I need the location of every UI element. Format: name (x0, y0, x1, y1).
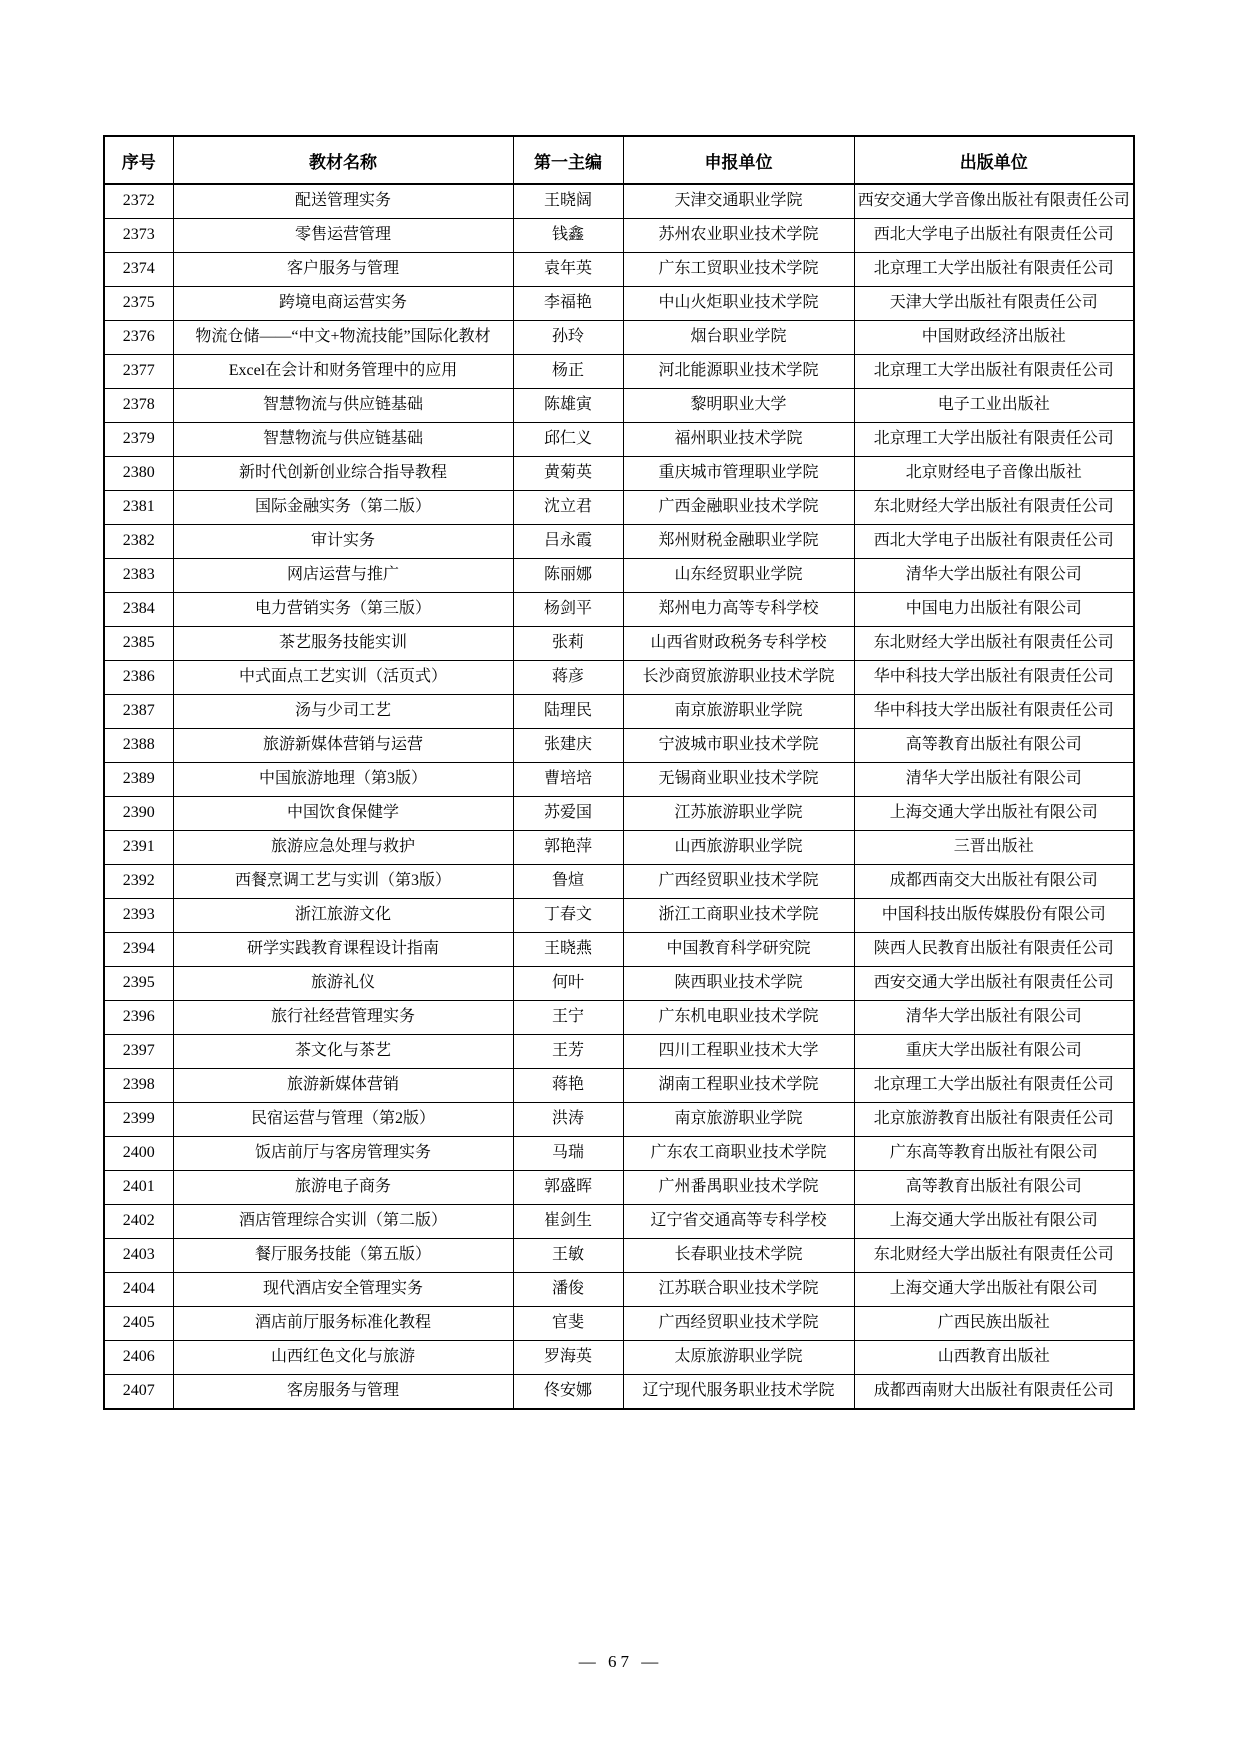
cell-title: 网店运营与推广 (173, 559, 513, 593)
table-row (104, 1103, 1134, 1137)
header-row (104, 136, 1134, 184)
cell-chief-editor: 曹培培 (513, 763, 623, 797)
cell-applicant: 陕西职业技术学院 (623, 967, 854, 1001)
cell-applicant: 河北能源职业技术学院 (623, 355, 854, 389)
table-row (104, 763, 1134, 797)
cell-title: 酒店前厅服务标准化教程 (173, 1307, 513, 1341)
cell-index: 2374 (104, 253, 173, 287)
cell-chief-editor: 官斐 (513, 1307, 623, 1341)
table-row (104, 729, 1134, 763)
cell-chief-editor: 罗海英 (513, 1341, 623, 1375)
cell-title: 物流仓储——“中文+物流技能”国际化教材 (173, 321, 513, 355)
table-body (104, 184, 1134, 1409)
cell-chief-editor: 潘俊 (513, 1273, 623, 1307)
table-row (104, 1273, 1134, 1307)
cell-applicant: 郑州财税金融职业学院 (623, 525, 854, 559)
cell-index: 2376 (104, 321, 173, 355)
cell-index: 2400 (104, 1137, 173, 1171)
cell-chief-editor: 张莉 (513, 627, 623, 661)
cell-chief-editor: 丁春文 (513, 899, 623, 933)
cell-index: 2382 (104, 525, 173, 559)
cell-title: 中国饮食保健学 (173, 797, 513, 831)
cell-index: 2392 (104, 865, 173, 899)
table-row (104, 389, 1134, 423)
cell-applicant: 广东机电职业技术学院 (623, 1001, 854, 1035)
cell-index: 2401 (104, 1171, 173, 1205)
table-row (104, 865, 1134, 899)
cell-title: 客房服务与管理 (173, 1375, 513, 1410)
cell-publisher: 西北大学电子出版社有限责任公司 (854, 219, 1134, 253)
cell-applicant: 山东经贸职业学院 (623, 559, 854, 593)
table-row (104, 321, 1134, 355)
cell-index: 2372 (104, 184, 173, 219)
cell-index: 2405 (104, 1307, 173, 1341)
cell-title: 客户服务与管理 (173, 253, 513, 287)
cell-chief-editor: 吕永霞 (513, 525, 623, 559)
cell-publisher: 电子工业出版社 (854, 389, 1134, 423)
cell-title: 旅行社经营管理实务 (173, 1001, 513, 1035)
cell-publisher: 山西教育出版社 (854, 1341, 1134, 1375)
cell-publisher: 西安交通大学出版社有限责任公司 (854, 967, 1134, 1001)
cell-title: 审计实务 (173, 525, 513, 559)
cell-index: 2385 (104, 627, 173, 661)
cell-chief-editor: 王晓阔 (513, 184, 623, 219)
table-row (104, 1171, 1134, 1205)
cell-applicant: 广西经贸职业技术学院 (623, 865, 854, 899)
cell-index: 2398 (104, 1069, 173, 1103)
table-row (104, 253, 1134, 287)
cell-publisher: 北京理工大学出版社有限责任公司 (854, 423, 1134, 457)
cell-publisher: 东北财经大学出版社有限责任公司 (854, 627, 1134, 661)
cell-applicant: 福州职业技术学院 (623, 423, 854, 457)
cell-index: 2388 (104, 729, 173, 763)
cell-applicant: 太原旅游职业学院 (623, 1341, 854, 1375)
cell-title: 中国旅游地理（第3版） (173, 763, 513, 797)
cell-title: 旅游新媒体营销 (173, 1069, 513, 1103)
cell-index: 2389 (104, 763, 173, 797)
cell-index: 2373 (104, 219, 173, 253)
cell-chief-editor: 蒋彦 (513, 661, 623, 695)
cell-publisher: 北京理工大学出版社有限责任公司 (854, 355, 1134, 389)
cell-title: 饭店前厅与客房管理实务 (173, 1137, 513, 1171)
cell-applicant: 中国教育科学研究院 (623, 933, 854, 967)
cell-title: 旅游应急处理与救护 (173, 831, 513, 865)
cell-chief-editor: 何叶 (513, 967, 623, 1001)
cell-chief-editor: 郭盛晖 (513, 1171, 623, 1205)
cell-publisher: 三晋出版社 (854, 831, 1134, 865)
table-row (104, 627, 1134, 661)
table-row (104, 1069, 1134, 1103)
cell-applicant: 广东工贸职业技术学院 (623, 253, 854, 287)
table-row (104, 661, 1134, 695)
cell-publisher: 清华大学出版社有限公司 (854, 559, 1134, 593)
textbook-approval-table (103, 135, 1135, 1410)
table-row (104, 525, 1134, 559)
cell-publisher: 中国科技出版传媒股份有限公司 (854, 899, 1134, 933)
cell-title: 旅游新媒体营销与运营 (173, 729, 513, 763)
cell-chief-editor: 郭艳萍 (513, 831, 623, 865)
cell-title: 餐厅服务技能（第五版） (173, 1239, 513, 1273)
table-row (104, 797, 1134, 831)
cell-chief-editor: 马瑞 (513, 1137, 623, 1171)
cell-chief-editor: 洪涛 (513, 1103, 623, 1137)
page-number: — 67 — (578, 1652, 663, 1671)
table-row (104, 184, 1134, 219)
cell-chief-editor: 苏爱国 (513, 797, 623, 831)
cell-publisher: 上海交通大学出版社有限公司 (854, 797, 1134, 831)
cell-publisher: 陕西人民教育出版社有限责任公司 (854, 933, 1134, 967)
cell-index: 2391 (104, 831, 173, 865)
cell-chief-editor: 黄菊英 (513, 457, 623, 491)
cell-index: 2402 (104, 1205, 173, 1239)
table-row (104, 219, 1134, 253)
cell-index: 2394 (104, 933, 173, 967)
cell-title: 旅游礼仪 (173, 967, 513, 1001)
cell-index: 2407 (104, 1375, 173, 1410)
cell-publisher: 高等教育出版社有限公司 (854, 1171, 1134, 1205)
table-row (104, 355, 1134, 389)
cell-applicant: 湖南工程职业技术学院 (623, 1069, 854, 1103)
cell-title: 民宿运营与管理（第2版） (173, 1103, 513, 1137)
cell-chief-editor: 佟安娜 (513, 1375, 623, 1410)
cell-publisher: 成都西南交大出版社有限公司 (854, 865, 1134, 899)
cell-index: 2396 (104, 1001, 173, 1035)
cell-chief-editor: 王敏 (513, 1239, 623, 1273)
cell-chief-editor: 杨正 (513, 355, 623, 389)
cell-chief-editor: 鲁煊 (513, 865, 623, 899)
cell-title: 国际金融实务（第二版） (173, 491, 513, 525)
cell-index: 2404 (104, 1273, 173, 1307)
cell-chief-editor: 沈立君 (513, 491, 623, 525)
cell-applicant: 南京旅游职业学院 (623, 695, 854, 729)
cell-index: 2387 (104, 695, 173, 729)
cell-index: 2386 (104, 661, 173, 695)
cell-applicant: 江苏旅游职业学院 (623, 797, 854, 831)
cell-publisher: 高等教育出版社有限公司 (854, 729, 1134, 763)
cell-index: 2395 (104, 967, 173, 1001)
cell-title: 智慧物流与供应链基础 (173, 389, 513, 423)
cell-applicant: 黎明职业大学 (623, 389, 854, 423)
cell-index: 2399 (104, 1103, 173, 1137)
cell-publisher: 中国财政经济出版社 (854, 321, 1134, 355)
cell-publisher: 成都西南财大出版社有限责任公司 (854, 1375, 1134, 1410)
cell-applicant: 宁波城市职业技术学院 (623, 729, 854, 763)
cell-title: 零售运营管理 (173, 219, 513, 253)
cell-publisher: 天津大学出版社有限责任公司 (854, 287, 1134, 321)
cell-publisher: 西安交通大学音像出版社有限责任公司 (854, 184, 1134, 219)
header-title: 教材名称 (173, 136, 513, 184)
table-row (104, 967, 1134, 1001)
cell-publisher: 清华大学出版社有限公司 (854, 1001, 1134, 1035)
table-row (104, 287, 1134, 321)
cell-applicant: 广州番禺职业技术学院 (623, 1171, 854, 1205)
cell-publisher: 北京旅游教育出版社有限责任公司 (854, 1103, 1134, 1137)
cell-title: 浙江旅游文化 (173, 899, 513, 933)
cell-chief-editor: 蒋艳 (513, 1069, 623, 1103)
header-applicant: 申报单位 (623, 136, 854, 184)
cell-title: 现代酒店安全管理实务 (173, 1273, 513, 1307)
cell-index: 2378 (104, 389, 173, 423)
cell-index: 2384 (104, 593, 173, 627)
cell-chief-editor: 陆理民 (513, 695, 623, 729)
cell-publisher: 北京理工大学出版社有限责任公司 (854, 1069, 1134, 1103)
table-row (104, 831, 1134, 865)
cell-applicant: 郑州电力高等专科学校 (623, 593, 854, 627)
cell-publisher: 广西民族出版社 (854, 1307, 1134, 1341)
cell-index: 2403 (104, 1239, 173, 1273)
table-row (104, 1375, 1134, 1410)
cell-title: 研学实践教育课程设计指南 (173, 933, 513, 967)
cell-chief-editor: 钱鑫 (513, 219, 623, 253)
cell-applicant: 广西金融职业技术学院 (623, 491, 854, 525)
cell-title: 汤与少司工艺 (173, 695, 513, 729)
cell-applicant: 重庆城市管理职业学院 (623, 457, 854, 491)
cell-title: 酒店管理综合实训（第二版） (173, 1205, 513, 1239)
cell-chief-editor: 陈丽娜 (513, 559, 623, 593)
table-row (104, 559, 1134, 593)
cell-applicant: 辽宁省交通高等专科学校 (623, 1205, 854, 1239)
cell-applicant: 江苏联合职业技术学院 (623, 1273, 854, 1307)
cell-chief-editor: 邱仁义 (513, 423, 623, 457)
cell-applicant: 四川工程职业技术大学 (623, 1035, 854, 1069)
cell-publisher: 北京财经电子音像出版社 (854, 457, 1134, 491)
cell-index: 2383 (104, 559, 173, 593)
table-row (104, 899, 1134, 933)
cell-title: 西餐烹调工艺与实训（第3版） (173, 865, 513, 899)
table-row (104, 1341, 1134, 1375)
cell-index: 2379 (104, 423, 173, 457)
header-index: 序号 (104, 136, 173, 184)
cell-index: 2406 (104, 1341, 173, 1375)
table-row (104, 933, 1134, 967)
table-row (104, 491, 1134, 525)
table-row (104, 593, 1134, 627)
cell-applicant: 辽宁现代服务职业技术学院 (623, 1375, 854, 1410)
cell-publisher: 重庆大学出版社有限公司 (854, 1035, 1134, 1069)
cell-publisher: 清华大学出版社有限公司 (854, 763, 1134, 797)
table-row (104, 1239, 1134, 1273)
cell-index: 2375 (104, 287, 173, 321)
cell-title: Excel在会计和财务管理中的应用 (173, 355, 513, 389)
cell-title: 跨境电商运营实务 (173, 287, 513, 321)
cell-index: 2393 (104, 899, 173, 933)
cell-publisher: 华中科技大学出版社有限责任公司 (854, 661, 1134, 695)
cell-publisher: 上海交通大学出版社有限公司 (854, 1205, 1134, 1239)
cell-publisher: 华中科技大学出版社有限责任公司 (854, 695, 1134, 729)
cell-title: 新时代创新创业综合指导教程 (173, 457, 513, 491)
cell-applicant: 无锡商业职业技术学院 (623, 763, 854, 797)
cell-title: 智慧物流与供应链基础 (173, 423, 513, 457)
cell-applicant: 烟台职业学院 (623, 321, 854, 355)
cell-title: 旅游电子商务 (173, 1171, 513, 1205)
cell-index: 2397 (104, 1035, 173, 1069)
cell-publisher: 上海交通大学出版社有限公司 (854, 1273, 1134, 1307)
cell-index: 2380 (104, 457, 173, 491)
cell-publisher: 东北财经大学出版社有限责任公司 (854, 1239, 1134, 1273)
cell-applicant: 山西省财政税务专科学校 (623, 627, 854, 661)
cell-applicant: 广西经贸职业技术学院 (623, 1307, 854, 1341)
cell-title: 茶文化与茶艺 (173, 1035, 513, 1069)
cell-applicant: 广东农工商职业技术学院 (623, 1137, 854, 1171)
cell-publisher: 东北财经大学出版社有限责任公司 (854, 491, 1134, 525)
cell-applicant: 长沙商贸旅游职业技术学院 (623, 661, 854, 695)
table-row (104, 1001, 1134, 1035)
cell-chief-editor: 杨剑平 (513, 593, 623, 627)
cell-publisher: 北京理工大学出版社有限责任公司 (854, 253, 1134, 287)
cell-applicant: 南京旅游职业学院 (623, 1103, 854, 1137)
cell-applicant: 天津交通职业学院 (623, 184, 854, 219)
cell-title: 电力营销实务（第三版） (173, 593, 513, 627)
cell-publisher: 西北大学电子出版社有限责任公司 (854, 525, 1134, 559)
table-row (104, 1137, 1134, 1171)
table-row (104, 423, 1134, 457)
header-publisher: 出版单位 (854, 136, 1134, 184)
cell-title: 山西红色文化与旅游 (173, 1341, 513, 1375)
cell-chief-editor: 李福艳 (513, 287, 623, 321)
cell-applicant: 山西旅游职业学院 (623, 831, 854, 865)
cell-chief-editor: 袁年英 (513, 253, 623, 287)
cell-chief-editor: 王宁 (513, 1001, 623, 1035)
header-chief-editor: 第一主编 (513, 136, 623, 184)
cell-title: 中式面点工艺实训（活页式） (173, 661, 513, 695)
cell-applicant: 长春职业技术学院 (623, 1239, 854, 1273)
cell-chief-editor: 张建庆 (513, 729, 623, 763)
cell-chief-editor: 王晓燕 (513, 933, 623, 967)
table-header (104, 136, 1134, 184)
cell-chief-editor: 王芳 (513, 1035, 623, 1069)
cell-publisher: 广东高等教育出版社有限公司 (854, 1137, 1134, 1171)
cell-chief-editor: 孙玲 (513, 321, 623, 355)
cell-applicant: 浙江工商职业技术学院 (623, 899, 854, 933)
cell-title: 配送管理实务 (173, 184, 513, 219)
cell-chief-editor: 崔剑生 (513, 1205, 623, 1239)
table-row (104, 1205, 1134, 1239)
cell-publisher: 中国电力出版社有限公司 (854, 593, 1134, 627)
table-row (104, 695, 1134, 729)
cell-title: 茶艺服务技能实训 (173, 627, 513, 661)
cell-index: 2377 (104, 355, 173, 389)
table-row (104, 1307, 1134, 1341)
cell-chief-editor: 陈雄寅 (513, 389, 623, 423)
cell-applicant: 苏州农业职业技术学院 (623, 219, 854, 253)
cell-applicant: 中山火炬职业技术学院 (623, 287, 854, 321)
cell-index: 2381 (104, 491, 173, 525)
cell-index: 2390 (104, 797, 173, 831)
table-row (104, 1035, 1134, 1069)
table-row (104, 457, 1134, 491)
